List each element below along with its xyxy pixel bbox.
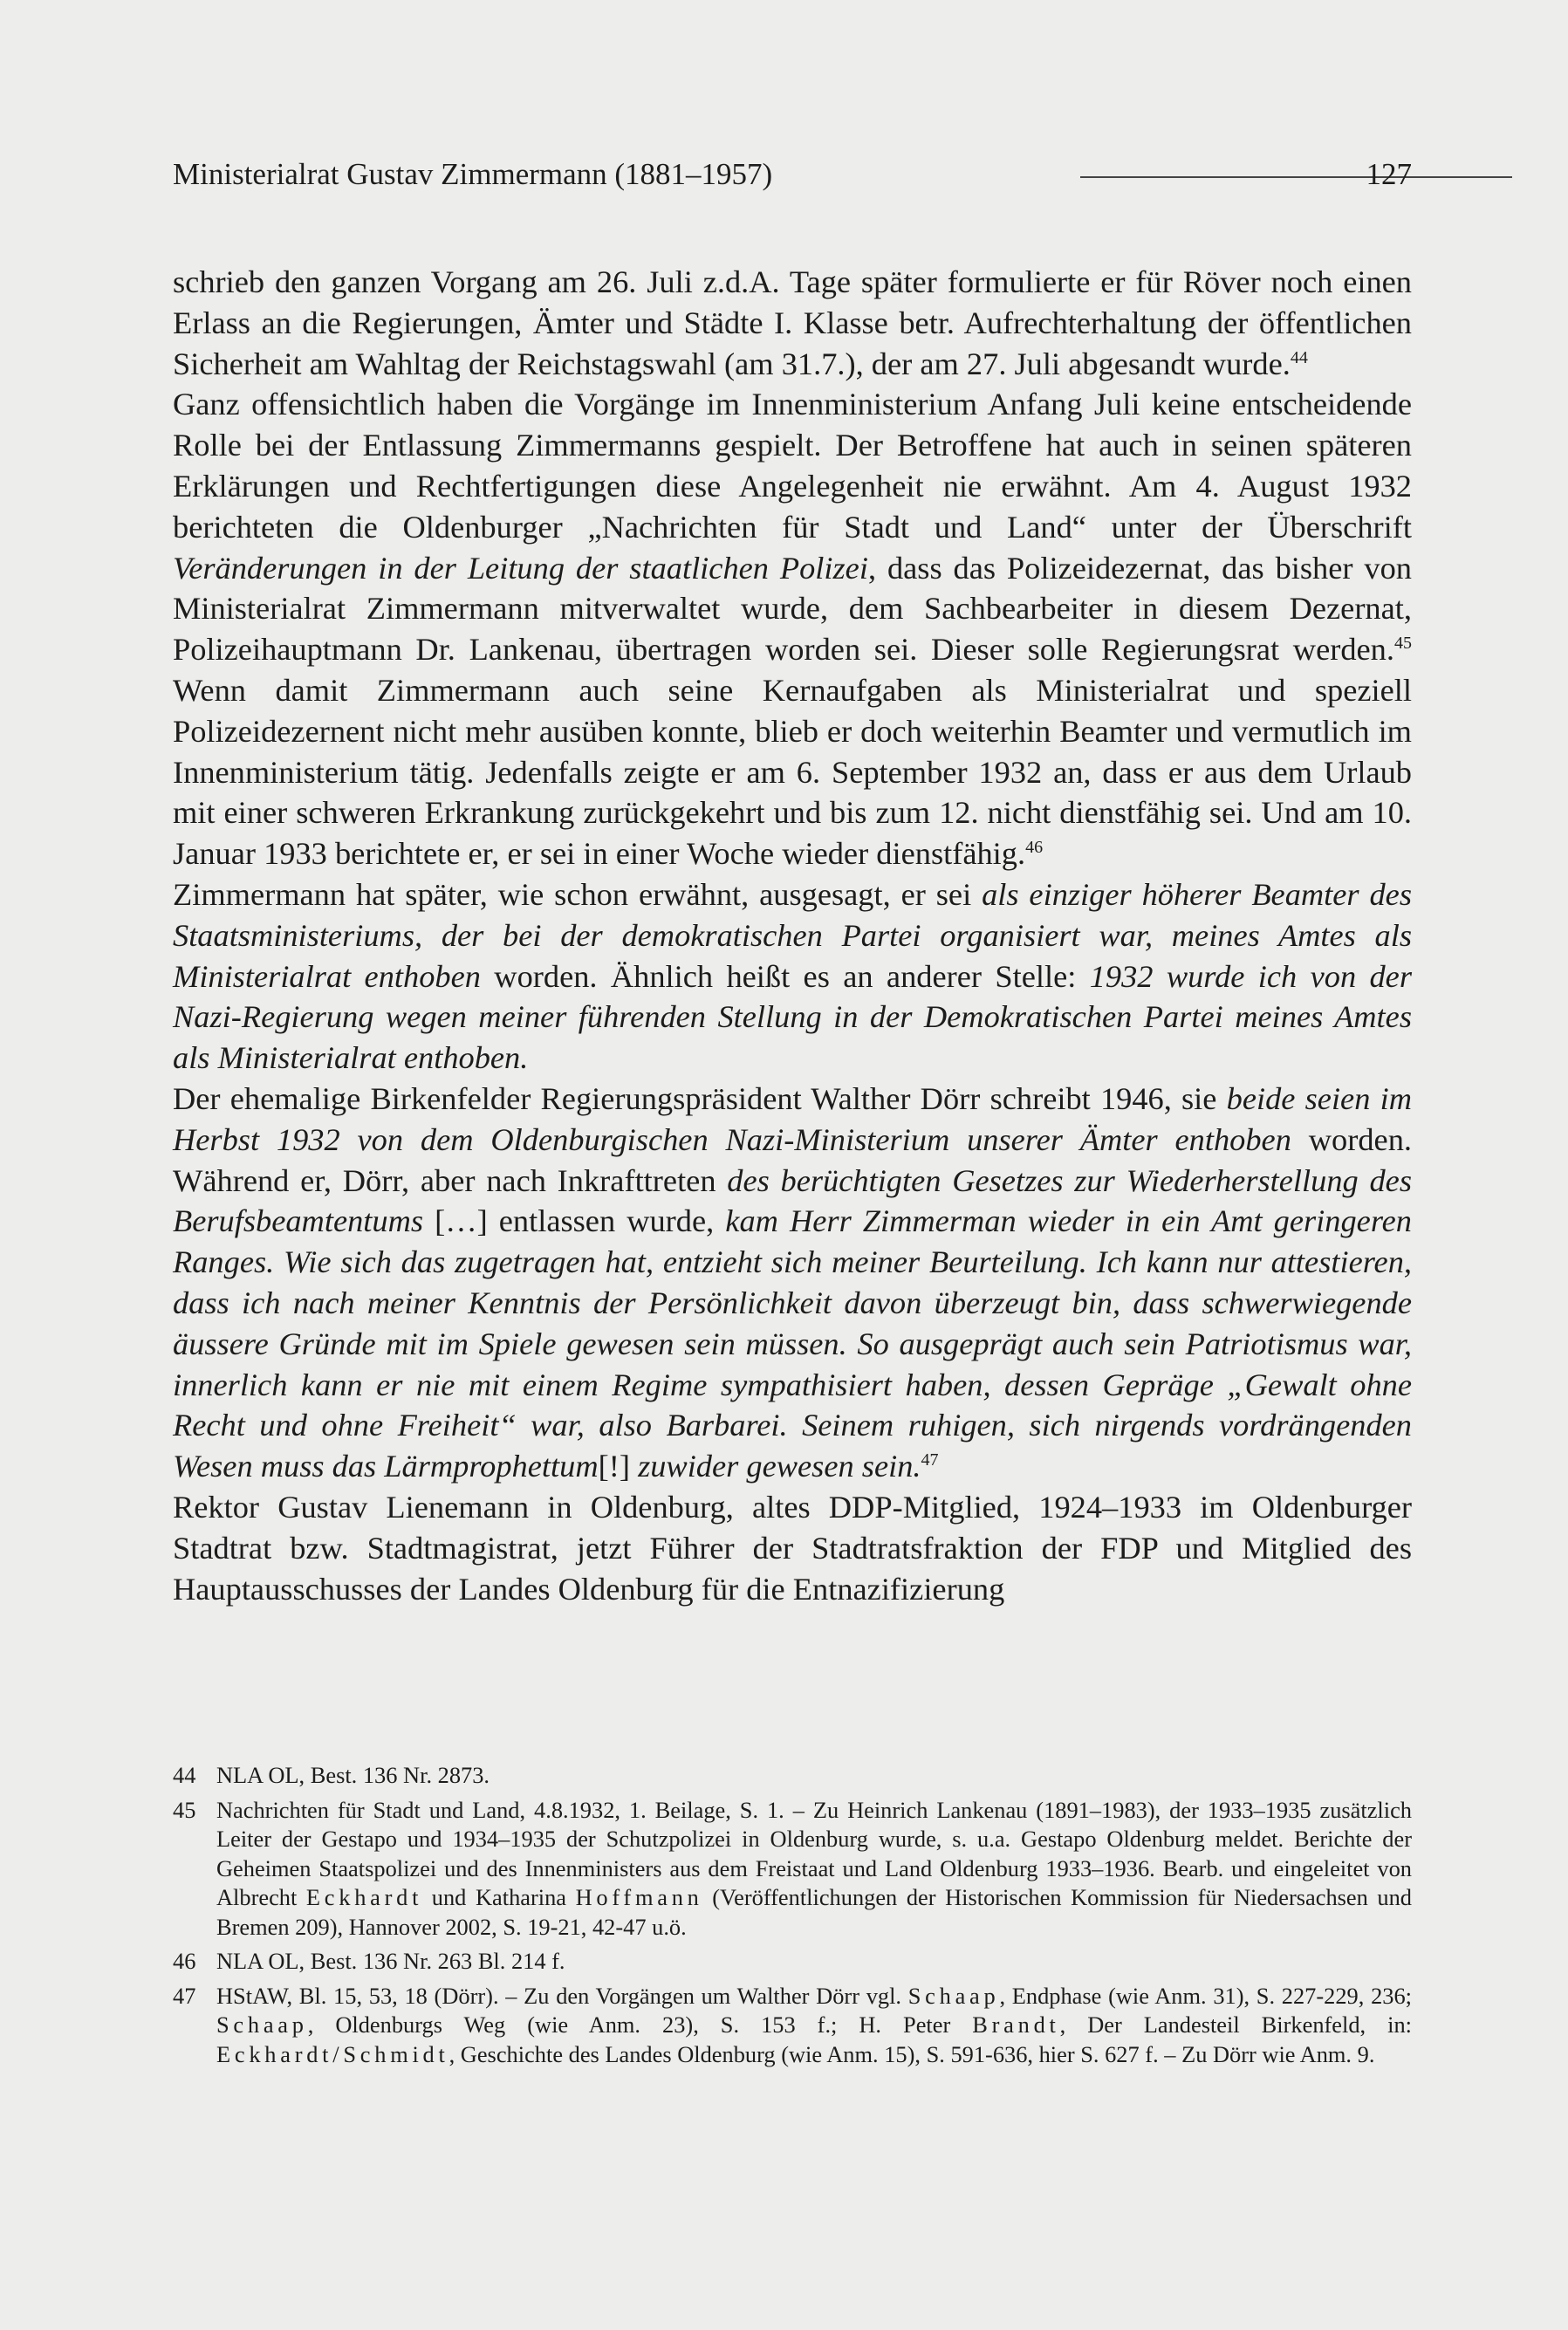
running-head-title: Ministerialrat Gustav Zimmermann (1881–1957) bbox=[173, 157, 773, 191]
text-run: HStAW, Bl. 15, 53, 18 (Dörr). – Zu den Vorgängen um Walther Dörr vgl. bbox=[216, 1982, 908, 2009]
paragraph bbox=[173, 874, 1412, 1079]
text-run: Eckhardt/Schmidt bbox=[216, 2040, 449, 2067]
footnote-ref: 44 bbox=[1290, 347, 1308, 367]
text-run: Wenn damit Zimmermann auch seine Kernaufgaben als Ministerialrat und speziell Polizeidezernent nicht mehr ausüben konnte, blieb er doch weiterhin Beamter und vermutlich im Innenministerium tätig. Jedenfalls zeigte er am 6. September 1932 an, dass er aus dem Urlaub mit einer schweren Erkrankung zurückgekehrt und bis zum 12. nicht dienstfähig sei. Und am 10. Januar 1933 berichtete er, er sei in einer Woche wieder dienstfähig. bbox=[173, 672, 1412, 872]
paragraph bbox=[173, 1079, 1412, 1487]
running-head bbox=[173, 150, 1412, 199]
text-run: NLA OL, Best. 136 Nr. 2873. bbox=[216, 1762, 490, 1788]
text-run: , Geschichte des Landes Oldenburg (wie Anm. 15), S. 591-636, hier S. 627 f. – Zu Dörr wie Anm. 9. bbox=[448, 2040, 1375, 2067]
text-run: […] entlassen wurde, bbox=[423, 1203, 726, 1239]
paragraph bbox=[173, 1487, 1412, 1609]
page-number: 127 bbox=[1366, 157, 1412, 191]
text-run: Hoffmann bbox=[575, 1884, 703, 1910]
text-run: und Katharina bbox=[422, 1884, 576, 1910]
text-run: Zimmermann hat später, wie schon erwähnt, ausgesagt, er sei bbox=[173, 876, 983, 912]
footnote-ref: 47 bbox=[921, 1449, 939, 1470]
italic-text: kam Herr Zimmerman wieder in ein Amt geringeren Ranges. Wie sich das zugetragen hat, entzieht sich meiner Beurteilung. Ich kann nur attestieren, dass ich nach meiner Kenntnis der Persönlichkeit davon überzeugt bin, dass schwerwiegende äussere Gründe mit im Spiele gewesen sein müssen. So ausgeprägt auch sein Patriotismus war, innerlich kann er nie mit einem Regime sympathisiert haben, dessen Gepräge „Gewalt ohne Recht und ohne Freiheit“ war, also Barbarei. Seinem ruhigen, sich nirgends vordrängenden Wesen muss das Lärmprophettum bbox=[173, 1203, 1412, 1484]
footnote bbox=[173, 1982, 1412, 2070]
text-run: worden. Während er, Dörr, aber nach Inkrafttreten bbox=[173, 1121, 1412, 1198]
italic-text: zuwider gewesen sein. bbox=[629, 1449, 921, 1484]
text-run: Schaap bbox=[907, 1982, 1000, 2009]
italic-text: als einziger höherer Beamter des Staatsministeriums, der bei der demokratischen Partei organisiert war, meines Amtes als Ministerialrat enthoben bbox=[173, 876, 1412, 994]
text-run: Rektor Gustav Lienemann in Oldenburg, altes DDP-Mitglied, 1924–1933 im Oldenburger Stadtrat bzw. Stadtmagistrat, jetzt Führer der Stadtratsfraktion der FDP und Mitglied des Hauptausschusses der Landes Oldenburg für die Entnazifizierung bbox=[173, 1489, 1412, 1607]
text-run: [!] bbox=[598, 1449, 630, 1484]
footnote bbox=[173, 1796, 1412, 1943]
text-run: , dass das Polizeidezernat, das bisher von Ministerialrat Zimmermann mitverwaltet wurde, dem Sachbearbeiter in diesem Dezernat, Polizeihauptmann Dr. Lankenau, übertragen worden sei. Dieser solle Regierungsrat werden. bbox=[173, 550, 1412, 668]
text-run: , Endphase (wie Anm. 31), S. 227-229, 236; bbox=[999, 1982, 1412, 2009]
text-run: Nachrichten für Stadt und Land, 4.8.1932, 1. Beilage, S. 1. – Zu Heinrich Lankenau (1891–1983), der 1933–1935 zusätzlich Leiter der Gestapo und 1934–1935 der Schutzpolizei in Oldenburg wurde, s. u.a. Gestapo Oldenburg meldet. Berichte der Geheimen Staatspolizei und des Innenministers aus dem Freistaat und Land Oldenburg 1933–1936. Bearb. und eingeleitet von Albrecht bbox=[216, 1796, 1412, 1910]
text-run: NLA OL, Best. 136 Nr. 263 Bl. 214 f. bbox=[216, 1948, 565, 1974]
footnote bbox=[173, 1761, 1412, 1791]
text-run: , Der Landesteil Birkenfeld, in: bbox=[1059, 2011, 1412, 2038]
footnote bbox=[173, 1947, 1412, 1977]
italic-text: Veränderungen in der Leitung der staatlichen Polizei bbox=[173, 550, 868, 586]
footnote-number: 47 bbox=[173, 1982, 196, 2009]
text-run: Ganz offensichtlich haben die Vorgänge im Innenministerium Anfang Juli keine entscheidende Rolle bei der Entlassung Zimmermanns gespielt. Der Betroffene hat auch in seinen späteren Erklärungen und Rechtfertigungen diese Angelegenheit nie erwähnt. Am 4. August 1932 berichteten die Oldenburger „Nachrichten für Stadt und Land“ unter der Überschrift bbox=[173, 387, 1412, 545]
header-rule bbox=[1080, 176, 1512, 178]
text-run: (Veröffentlichungen der Historischen Kommission für Niedersachsen und Bremen 209), Hannover 2002, S. 19-21, 42-47 u.ö. bbox=[216, 1884, 1413, 1940]
italic-text: des berüchtigten Gesetzes zur Wiederherstellung des Berufsbeamtentums bbox=[173, 1162, 1412, 1239]
footnotes bbox=[173, 1761, 1412, 2074]
text-run: Schaap bbox=[216, 2011, 308, 2038]
paragraph bbox=[173, 384, 1412, 874]
text-run: worden. Ähnlich heißt es an anderer Stelle: bbox=[480, 958, 1090, 994]
footnote-ref: 45 bbox=[1393, 634, 1412, 654]
text-run: Brandt bbox=[972, 2011, 1060, 2038]
italic-text: 1932 wurde ich von der Nazi-Regierung wegen meiner führenden Stellung in der Demokratischen Partei meines Amtes als Ministerialrat enthoben. bbox=[173, 958, 1412, 1076]
footnote-number: 46 bbox=[173, 1948, 196, 1974]
italic-text: beide seien im Herbst 1932 von dem Oldenburgischen Nazi-Ministerium unserer Ämter enthoben bbox=[173, 1080, 1412, 1157]
text-run: Eckhardt bbox=[305, 1884, 423, 1910]
paragraph bbox=[173, 262, 1412, 384]
text-run: , Oldenburgs Weg (wie Anm. 23), S. 153 f.; H. Peter bbox=[307, 2011, 973, 2038]
text-run: schrieb den ganzen Vorgang am 26. Juli z.d.A. Tage später formulierte er für Röver noch einen Erlass an die Regierungen, Ämter und Städte I. Klasse betr. Aufrechterhaltung der öffentlichen Sicherheit am Wahltag der Reichstagswahl (am 31.7.), der am 27. Juli abgesandt wurde. bbox=[173, 264, 1412, 381]
footnote-ref: 46 bbox=[1025, 838, 1044, 858]
body-text bbox=[173, 262, 1412, 1609]
text-run: Der ehemalige Birkenfelder Regierungspräsident Walther Dörr schreibt 1946, sie bbox=[173, 1080, 1227, 1116]
footnote-number: 44 bbox=[173, 1762, 196, 1788]
footnote-number: 45 bbox=[173, 1796, 196, 1823]
